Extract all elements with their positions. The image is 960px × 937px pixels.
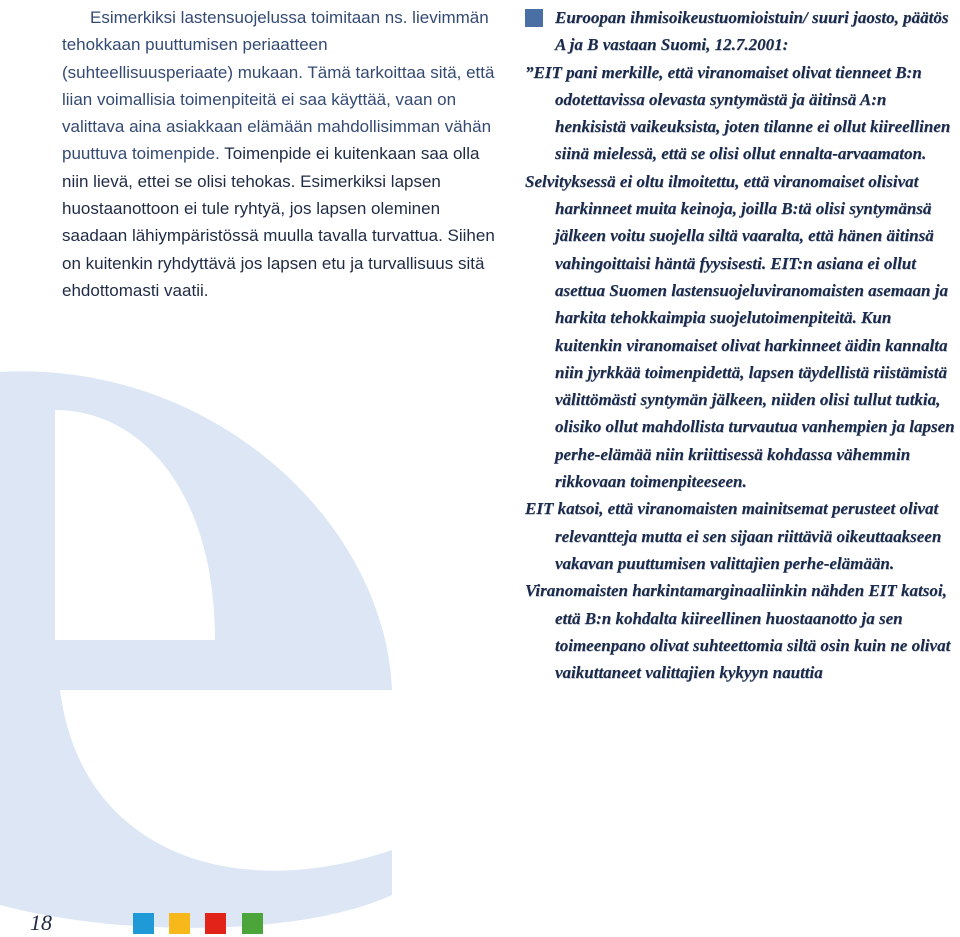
- left-column-text: [62, 4, 502, 304]
- right-column-quote: [525, 4, 957, 686]
- yellow-square-icon: [169, 913, 190, 934]
- page-number: 18: [30, 910, 52, 935]
- green-square-icon: [242, 913, 263, 934]
- quote-paragraph-1: ”EIT pani merkille, että viranomaiset olivat tienneet B:n odotettavissa olevasta syntymästä ja äitinsä A:n henkisistä vaikeuksista, joten tilanne ei ollut kiireellinen siinä mielessä, että se olisi ollut ennalta-arvaamaton.: [525, 62, 951, 164]
- quote-paragraph-4: Viranomaisten harkintamarginaaliinkin nähden EIT katsoi, että B:n kohdalta kiireellinen huostaanotto ja sen toimeenpano olivat suhteettomia siltä osin kuin ne olivat vaikuttaneet valittajien kykyyn nauttia: [525, 581, 951, 683]
- quote-paragraph-2: Selvityksessä ei oltu ilmoitettu, että viranomaiset olisivat harkinneet muita keinoja, joilla B:tä olisi syntymänsä jälkeen voitu suojella siltä vaaralta, että hänen äitinsä vahingoittaisi häntä fyysisesti. EIT:n asiana ei ollut asettua Suomen lastensuojeluviranomaisten asemaan ja harkita tehokkaimpia suojelutoimenpiteitä. Kun kuitenkin viranomaiset olivat harkinneet äidin kannalta niin jyrkkää toimenpidettä, lapsen täydellistä riistämistä välittömästi syntymän jälkeen, niiden olisi tullut tutkia, olisiko ollut mahdollista turvautua vanhempien ja lapsen perhe-elämää niin kriittisessä kohdassa vähemmin rikkovaan toimenpiteeseen.: [525, 171, 955, 492]
- left-paragraph-rest: Toimenpide ei kuitenkaan saa olla niin lievä, ettei se olisi tehokas. Esimerkiksi lapsen huostaanottoon ei tule ryhtyä, jos lapsen oleminen saadaan lähiympäristössä muulla tavalla turvattua. Siihen on kuitenkin ryhdyttävä jos lapsen etu ja turvallisuus sitä ehdottomasti vaatii.: [62, 144, 495, 300]
- case-heading-text: Euroopan ihmisoikeustuomioistuin/ suuri jaosto, päätös A ja B vastaan Suomi, 12.7.2001:: [555, 8, 949, 55]
- case-heading: [525, 4, 957, 59]
- left-paragraph: [62, 4, 502, 304]
- red-square-icon: [205, 913, 226, 934]
- heading-square-icon: [525, 9, 543, 27]
- quote-paragraph-3: EIT katsoi, että viranomaisten mainitsemat perusteet olivat relevantteja mutta ei sen sijaan riittäviä oikeuttaakseen vakavan puuttumisen valittajien perhe-elämään.: [525, 499, 942, 573]
- blue-square-icon: [133, 913, 154, 934]
- left-paragraph-intro: Esimerkiksi lastensuojelussa toimitaan ns. lievimmän tehokkaan puuttumisen periaatteen (suhteellisuusperiaate) mukaan. Tämä tarkoittaa sitä, että liian voimallisia toimenpiteitä ei saa käyttää, vaan on valittava aina asiakkaan elämään mahdollisimman vähän puuttuva toimenpide.: [62, 8, 495, 164]
